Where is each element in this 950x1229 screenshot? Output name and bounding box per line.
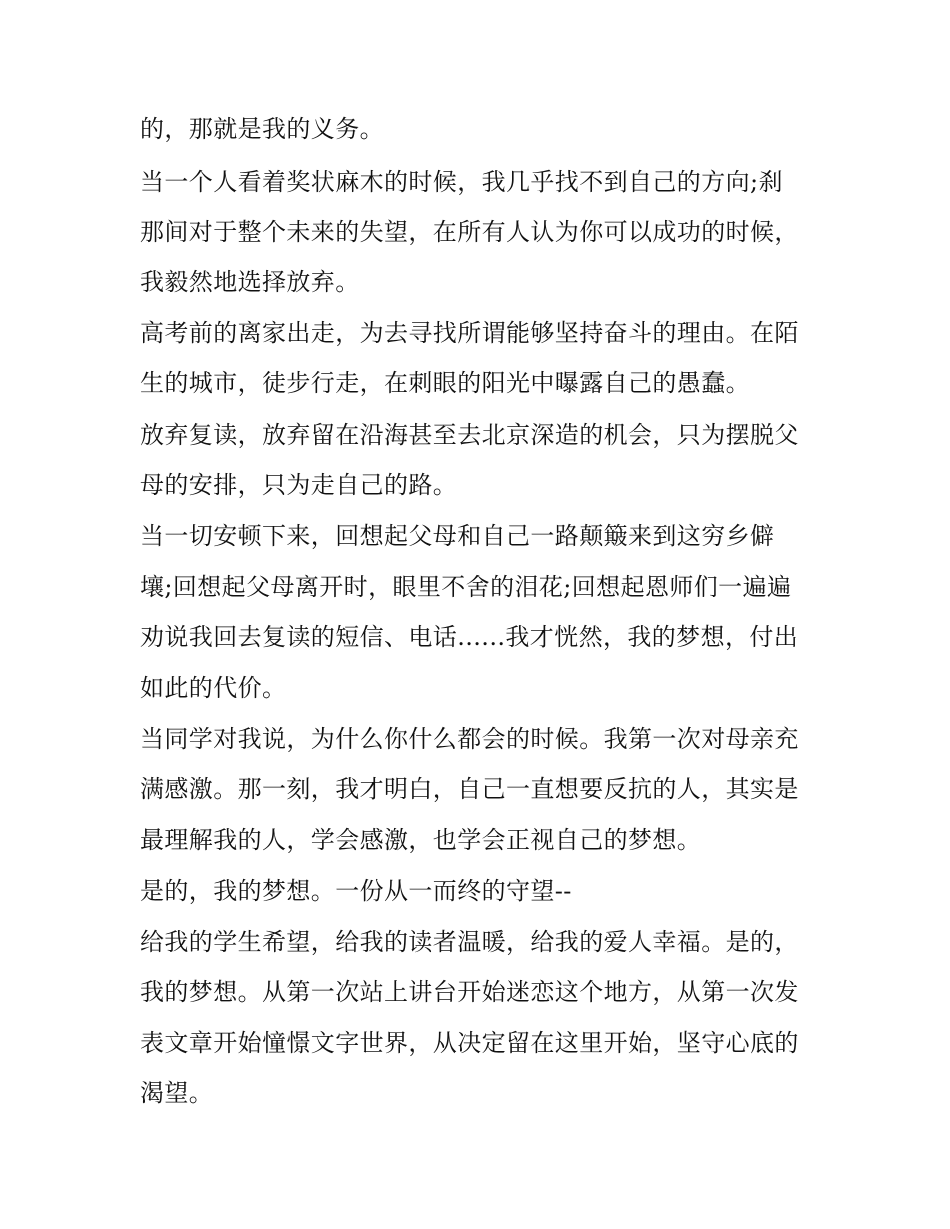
text-line: 最理解我的人，学会感激，也学会正视自己的梦想。: [140, 826, 702, 854]
text-line: 我的梦想。从第一次站上讲台开始迷恋这个地方，从第一次发: [140, 978, 799, 1006]
text-line: 我毅然地选择放弃。: [140, 268, 360, 296]
text-line: 当一切安顿下来，回想起父母和自己一路颠簸来到这穷乡僻: [140, 522, 775, 550]
text-line: 当一个人看着奖状麻木的时候，我几乎找不到自己的方向;刹: [140, 168, 783, 196]
text-line: 当同学对我说，为什么你什么都会的时候。我第一次对母亲充: [140, 725, 799, 753]
text-line: 表文章开始憧憬文字世界，从决定留在这里开始，坚守心底的: [140, 1029, 799, 1057]
text-line: 高考前的离家出走，为去寻找所谓能够坚持奋斗的理由。在陌: [140, 319, 799, 347]
text-line: 劝说我回去复读的短信、电话......我才恍然，我的梦想，付出: [140, 623, 799, 651]
text-line: 放弃复读，放弃留在沿海甚至去北京深造的机会，只为摆脱父: [140, 421, 799, 449]
text-line: 壤;回想起父母离开时，眼里不舍的泪花;回想起恩师们一遍遍: [140, 573, 792, 601]
text-line: 给我的学生希望，给我的读者温暖，给我的爱人幸福。是的，: [140, 928, 799, 956]
text-line: 那间对于整个未来的失望，在所有人认为你可以成功的时候，: [140, 218, 799, 246]
text-line: 的，那就是我的义务。: [140, 115, 384, 143]
text-line: 渴望。: [140, 1079, 214, 1107]
text-line: 母的安排，只为走自己的路。: [140, 471, 458, 499]
text-line: 生的城市，徒步行走，在刺眼的阳光中曝露自己的愚蠢。: [140, 369, 750, 397]
text-line: 是的，我的梦想。一份从一而终的守望--: [140, 877, 572, 905]
text-line: 满感激。那一刻，我才明白，自己一直想要反抗的人，其实是: [140, 775, 799, 803]
text-line: 如此的代价。: [140, 674, 287, 702]
